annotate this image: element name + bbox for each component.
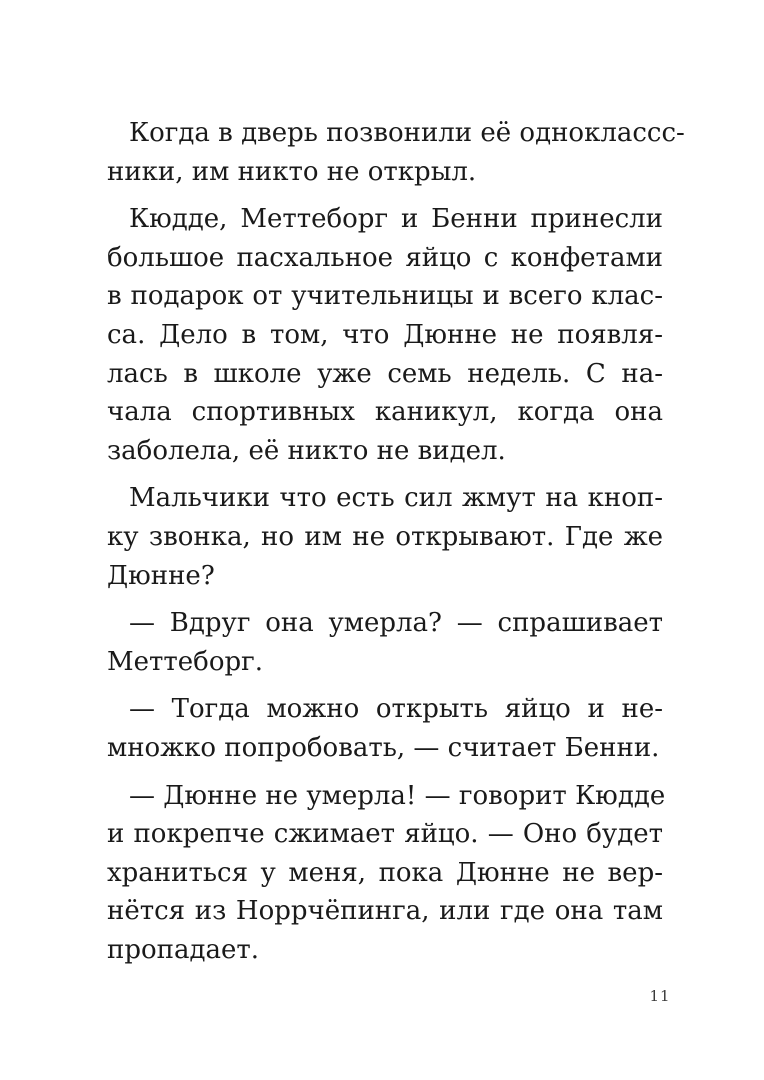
paragraph [107, 114, 685, 191]
paragraph [107, 604, 663, 681]
text-line: лась в школе уже семь недель. С на- [107, 358, 663, 389]
text-line: Меттеборг. [107, 646, 263, 677]
page-number: 11 [649, 987, 671, 1005]
text-line: нётся из Норрчёпинга, или где она там [107, 896, 663, 927]
text-line: пропадает. [107, 934, 260, 965]
paragraph [107, 200, 663, 470]
text-line: чала спортивных каникул, когда она [107, 397, 663, 428]
text-line: большое пасхальное яйцо с конфетами [107, 242, 663, 273]
text-line: храниться у меня, пока Дюнне не вер- [107, 857, 663, 888]
paragraph [107, 479, 663, 595]
text-line: — Вдруг она умерла? — спрашивает [129, 608, 663, 639]
text-line: — Дюнне не умерла! — говорит Кюдде [129, 780, 666, 811]
text-line: са. Дело в том, что Дюнне не появля- [107, 319, 663, 350]
text-line: заболела, её никто не видел. [107, 435, 506, 466]
body-text [107, 114, 685, 978]
text-line: Дюнне? [107, 560, 215, 591]
text-line: ку звонка, но им не открывают. Где же [107, 521, 663, 552]
text-line: и покрепче сжимает яйцо. — Оно будет [107, 819, 663, 850]
paragraph [107, 690, 663, 767]
text-line: множко попробовать, — считает Бенни. [107, 732, 660, 763]
text-line: в подарок от учительницы и всего клас- [107, 281, 663, 312]
text-line: ники, им никто не открыл. [107, 156, 477, 187]
text-line: Кюдде, Меттеборг и Бенни принесли [129, 204, 663, 235]
text-line: — Тогда можно открыть яйцо и не- [129, 694, 663, 725]
text-line: Когда в дверь позвонили её одноклассс- [129, 118, 685, 148]
text-line: Мальчики что есть сил жмут на кноп- [129, 483, 663, 514]
paragraph [107, 777, 666, 970]
